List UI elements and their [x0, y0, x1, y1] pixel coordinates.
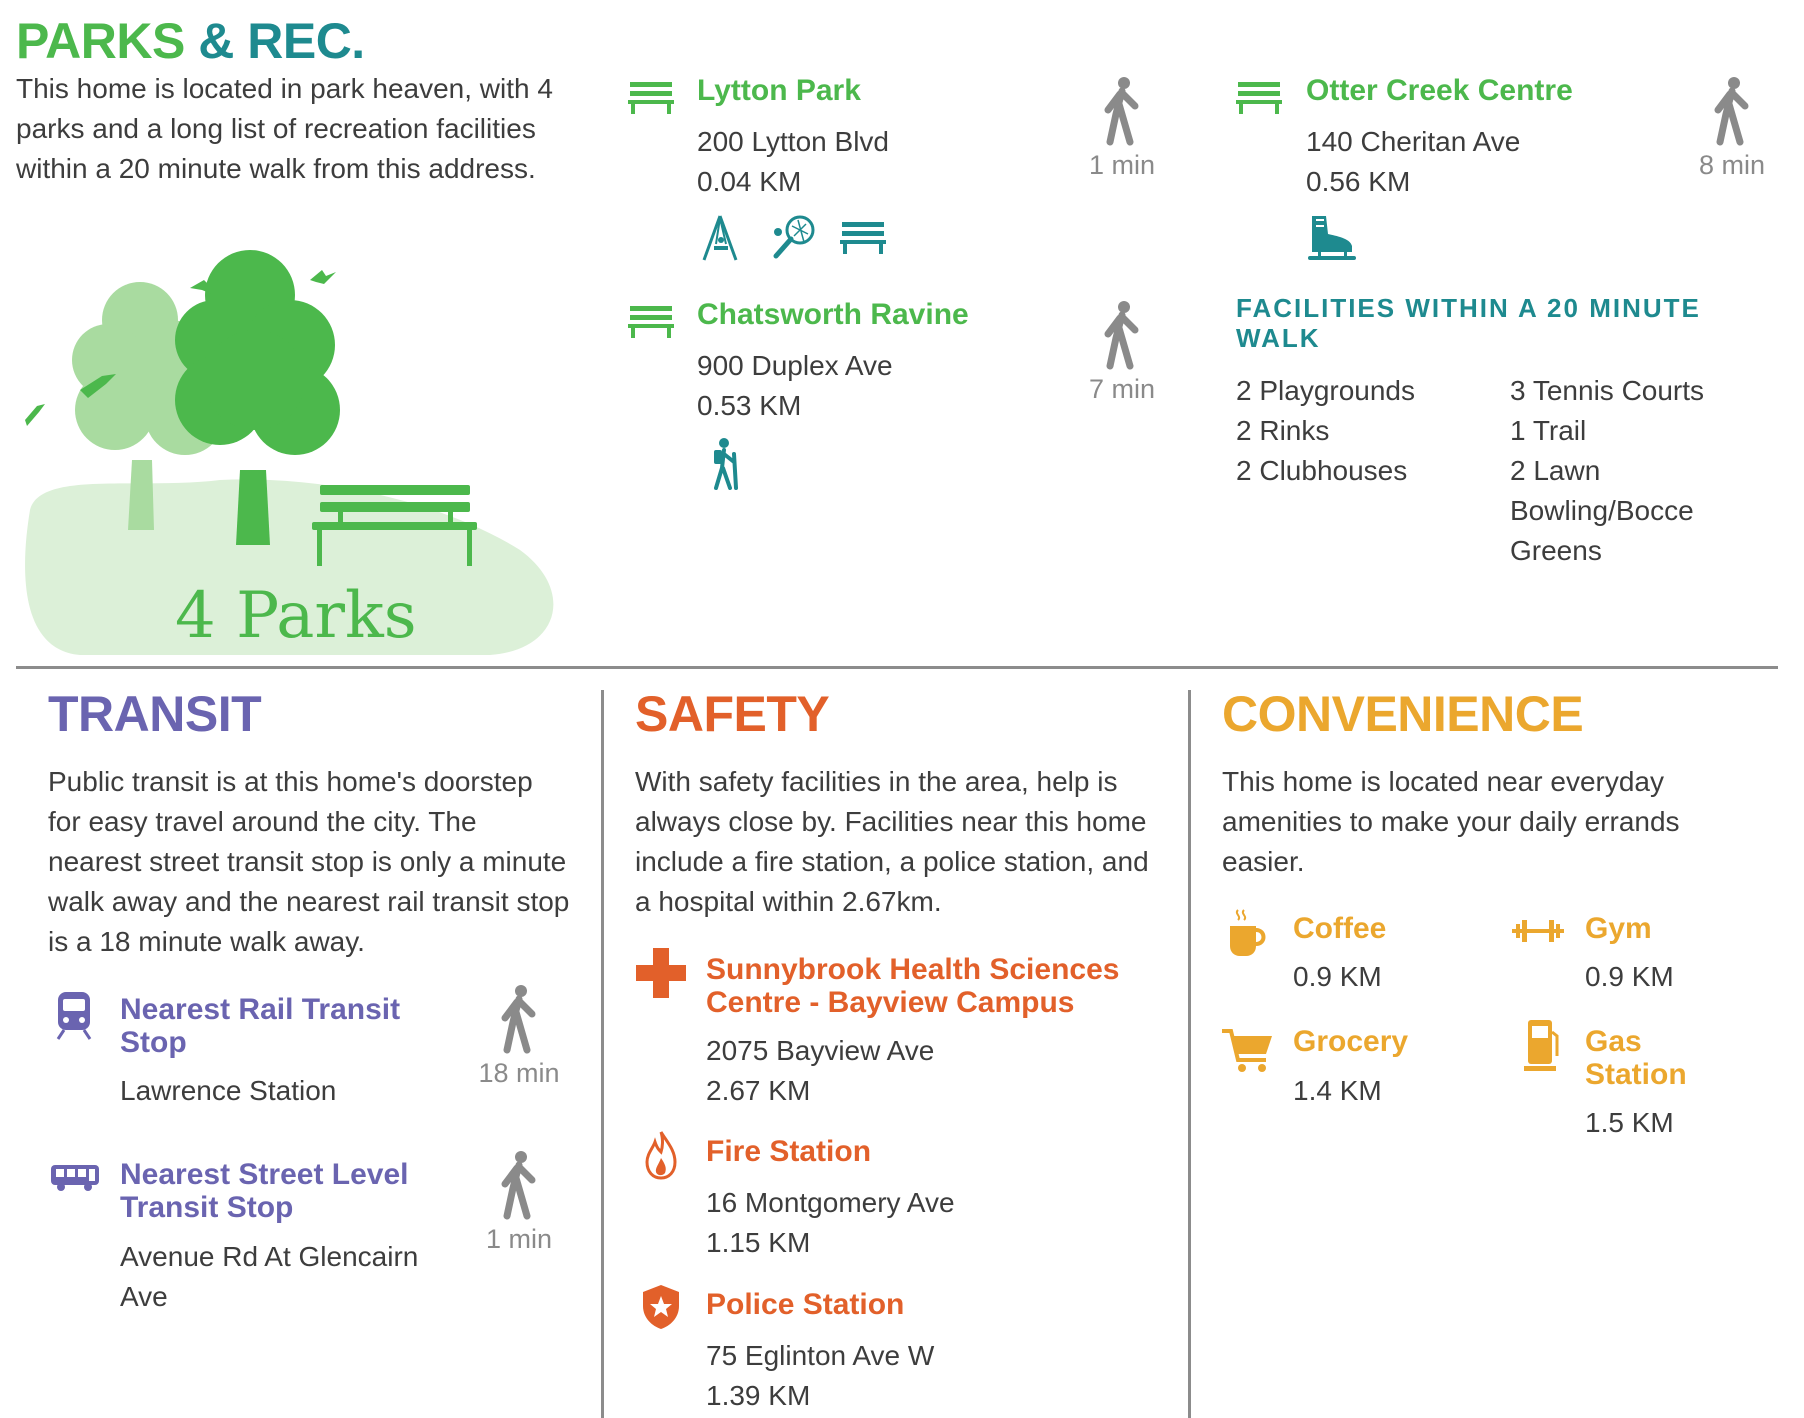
- facility-item: 2 Lawn: [1510, 455, 1601, 486]
- gym-distance: 0.9 KM: [1585, 961, 1674, 992]
- fire-station-address: 16 Montgomery Ave: [706, 1187, 955, 1218]
- facility-item: 3 Tennis Courts: [1510, 375, 1705, 406]
- bus-icon: [50, 1163, 100, 1193]
- walk-time-text: 1 min: [485, 1224, 553, 1254]
- rail-station-name: Lawrence Station: [120, 1075, 337, 1106]
- coffee-icon: [1228, 908, 1268, 958]
- facility-item: Bowling/Bocce: [1510, 495, 1694, 526]
- walk-time-chatsworth: [1062, 300, 1182, 405]
- gym-name: Gym: [1585, 912, 1652, 945]
- parks-title-a: PARKS: [16, 13, 185, 69]
- facility-item: 2 Playgrounds: [1236, 375, 1416, 406]
- coffee-distance: 0.9 KM: [1293, 961, 1382, 992]
- police-station-distance: 1.39 KM: [706, 1380, 811, 1411]
- police-station-name: Police Station: [706, 1288, 905, 1321]
- facility-item: 2 Rinks: [1236, 415, 1330, 446]
- street-transit-heading: [120, 1158, 440, 1224]
- gas-name-line2: Station: [1585, 1058, 1687, 1091]
- grocery-distance: 1.4 KM: [1293, 1075, 1382, 1106]
- section-divider: [16, 666, 1778, 669]
- hospital-cross-icon: [636, 948, 686, 998]
- facilities-right-column: [1510, 371, 1770, 571]
- walk-time-street: [459, 1150, 579, 1255]
- bench-icon: [628, 80, 674, 114]
- column-divider: [601, 690, 604, 1418]
- hospital-name-line2: Centre - Bayview Campus: [706, 986, 1075, 1019]
- park-address: 140 Cheritan Ave: [1306, 126, 1521, 157]
- gas-name-line1: Gas: [1585, 1025, 1642, 1058]
- facilities-left-column: [1236, 371, 1496, 491]
- street-heading-line2: Transit Stop: [120, 1191, 294, 1224]
- walk-time-text: 1 min: [1088, 150, 1156, 180]
- hospital-distance: 2.67 KM: [706, 1075, 811, 1106]
- police-station-address: 75 Eglinton Ave W: [706, 1340, 935, 1371]
- rail-heading-line2: Stop: [120, 1026, 187, 1059]
- grocery-name: Grocery: [1293, 1025, 1409, 1058]
- parks-title: [16, 12, 365, 70]
- column-divider: [1188, 690, 1191, 1418]
- skate-icon: [1306, 214, 1358, 264]
- park-name: Lytton Park: [697, 74, 861, 107]
- gas-station-distance: 1.5 KM: [1585, 1107, 1674, 1138]
- walking-icon: [1102, 300, 1142, 370]
- train-icon: [56, 990, 92, 1040]
- bench-icon: [840, 220, 886, 254]
- parks-description: This home is located in park heaven, with 4 parks and a long list of recreation facilities within a 20 minute walk from this address.: [16, 73, 553, 184]
- walking-icon: [499, 1150, 539, 1220]
- bench-icon: [1236, 80, 1282, 114]
- park-distance: 0.53 KM: [697, 390, 802, 421]
- walk-time-text: 7 min: [1088, 374, 1156, 404]
- facilities-title: FACILITIES WITHIN A 20 MINUTE WALK: [1236, 293, 1701, 353]
- walk-time-lytton: [1062, 76, 1182, 181]
- park-address: 900 Duplex Ave: [697, 350, 893, 381]
- police-badge-icon: [642, 1284, 680, 1330]
- walk-time-otter: [1672, 76, 1792, 181]
- fire-station-distance: 1.15 KM: [706, 1227, 811, 1258]
- rail-transit-heading: [120, 993, 440, 1059]
- street-stop-name: [120, 1237, 450, 1317]
- grocery-cart-icon: [1222, 1028, 1274, 1074]
- hospital-address: 2075 Bayview Ave: [706, 1035, 935, 1066]
- swing-icon: [700, 214, 740, 262]
- hospital-name-line1: Sunnybrook Health Sciences: [706, 953, 1120, 986]
- walking-icon: [499, 984, 539, 1054]
- gas-station-name: [1585, 1025, 1745, 1091]
- park-name: Chatsworth Ravine: [697, 298, 969, 331]
- hiker-icon: [710, 438, 740, 490]
- fire-station-name: Fire Station: [706, 1135, 872, 1168]
- walk-time-text: 18 min: [478, 1058, 560, 1088]
- transit-description: Public transit is at this home's doorstep for easy travel around the city. The nearest street transit stop is only a minute walk away and the nearest rail transit stop is a 18 minute walk away.: [48, 766, 570, 957]
- safety-title: SAFETY: [635, 686, 830, 742]
- facility-item: 2 Clubhouses: [1236, 455, 1408, 486]
- park-distance: 0.04 KM: [697, 166, 802, 197]
- parks-title-b: & REC.: [198, 13, 365, 69]
- facility-item: Greens: [1510, 535, 1602, 566]
- street-stop-line1: Avenue Rd At Glencairn: [120, 1241, 419, 1272]
- facility-item: 1 Trail: [1510, 415, 1587, 446]
- tennis-icon: [770, 214, 818, 262]
- walk-time-rail: [459, 984, 579, 1089]
- park-name: Otter Creek Centre: [1306, 74, 1573, 107]
- rail-heading-line1: Nearest Rail Transit: [120, 993, 401, 1026]
- transit-title: TRANSIT: [48, 686, 262, 742]
- walking-icon: [1712, 76, 1752, 146]
- park-address: 200 Lytton Blvd: [697, 126, 889, 157]
- coffee-name: Coffee: [1293, 912, 1387, 945]
- gym-dumbbell-icon: [1512, 918, 1564, 944]
- walk-time-text: 8 min: [1698, 150, 1766, 180]
- convenience-description: This home is located near everyday amenities to make your daily errands easier.: [1222, 766, 1680, 877]
- park-distance: 0.56 KM: [1306, 166, 1411, 197]
- fire-icon: [645, 1130, 677, 1180]
- street-heading-line1: Nearest Street Level: [120, 1158, 409, 1191]
- street-stop-line2: Ave: [120, 1281, 168, 1312]
- gas-pump-icon: [1524, 1018, 1560, 1074]
- walking-icon: [1102, 76, 1142, 146]
- hospital-name: [706, 953, 1166, 1019]
- park-amenity-icons: [700, 214, 920, 264]
- bench-icon: [628, 304, 674, 338]
- convenience-title: CONVENIENCE: [1222, 686, 1584, 742]
- safety-description: With safety facilities in the area, help is always close by. Facilities near this home include a fire station, a police station, and a hospital within 2.67km.: [635, 766, 1149, 917]
- parks-count-label: 4 Parks: [175, 579, 417, 653]
